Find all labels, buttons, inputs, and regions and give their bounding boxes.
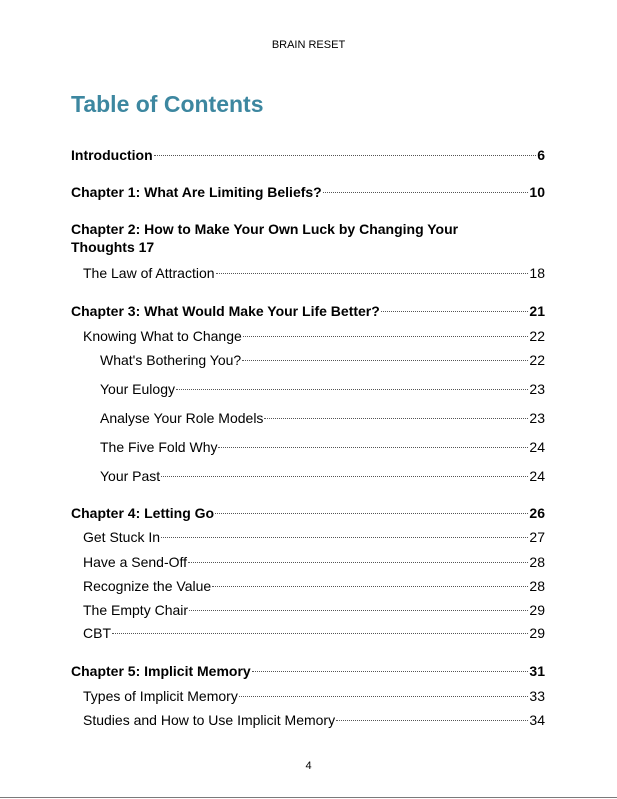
toc-entry-knowing-what-to-change[interactable] xyxy=(83,326,545,346)
toc-entry-studies-implicit-memory[interactable] xyxy=(83,710,545,730)
toc-entry-page: 23 xyxy=(529,381,545,397)
toc-entry-page: 26 xyxy=(529,505,545,521)
toc-entry-page: 22 xyxy=(529,352,545,368)
toc-entry-five-fold-why[interactable] xyxy=(100,437,545,457)
toc-entry-title: CBT xyxy=(83,625,111,641)
dot-leader xyxy=(188,562,528,563)
toc-entry-chapter-2[interactable] xyxy=(71,220,511,256)
toc-entry-types-implicit-memory[interactable] xyxy=(83,686,545,706)
dot-leader xyxy=(218,447,528,448)
dot-leader xyxy=(212,586,528,587)
dot-leader xyxy=(242,360,528,361)
toc-entry-title: Introduction xyxy=(71,147,153,163)
dot-leader xyxy=(323,192,529,193)
toc-entry-title: Your Past xyxy=(100,468,161,484)
dot-leader xyxy=(381,311,529,312)
toc-entry-law-of-attraction[interactable] xyxy=(83,263,545,283)
toc-entry-title: The Five Fold Why xyxy=(100,439,218,455)
toc-entry-page: 28 xyxy=(529,554,545,570)
toc-entry-page: 33 xyxy=(529,688,545,704)
toc-entry-title: Chapter 1: What Are Limiting Beliefs? xyxy=(71,184,322,200)
toc-entry-recognize-value[interactable] xyxy=(83,576,545,596)
dot-leader xyxy=(161,476,528,477)
dot-leader xyxy=(243,336,529,337)
dot-leader xyxy=(154,155,537,156)
toc-entry-page: 34 xyxy=(529,712,545,728)
toc-entry-page: 10 xyxy=(529,184,545,200)
toc-entry-title: The Law of Attraction xyxy=(83,265,215,281)
toc-entry-get-stuck-in[interactable] xyxy=(83,527,545,547)
toc-entry-send-off[interactable] xyxy=(83,552,545,572)
toc-entry-page: 31 xyxy=(529,663,545,679)
toc-entry-page: 27 xyxy=(529,529,545,545)
page-bottom-divider xyxy=(0,797,617,798)
toc-entry-introduction[interactable] xyxy=(71,145,545,165)
toc-entry-title: Chapter 4: Letting Go xyxy=(71,505,215,521)
toc-entry-title: The Empty Chair xyxy=(83,602,189,618)
toc-entry-page: 28 xyxy=(529,578,545,594)
dot-leader xyxy=(161,537,528,538)
dot-leader xyxy=(215,513,528,514)
dot-leader xyxy=(239,696,529,697)
toc-entry-page: 24 xyxy=(529,439,545,455)
dot-leader xyxy=(336,720,528,721)
toc-entry-cbt[interactable] xyxy=(83,623,545,643)
toc-entry-chapter-4[interactable] xyxy=(71,503,545,523)
toc-entry-title: Studies and How to Use Implicit Memory xyxy=(83,712,336,728)
dot-leader xyxy=(264,418,528,419)
toc-entry-title-continued: Thoughts 17 xyxy=(71,239,155,255)
toc-entry-title: Chapter 3: What Would Make Your Life Better? xyxy=(71,303,380,319)
toc-entry-title: What's Bothering You? xyxy=(100,352,242,368)
toc-entry-title: Have a Send-Off xyxy=(83,554,188,570)
dot-leader xyxy=(112,633,528,634)
toc-entry-title: Types of Implicit Memory xyxy=(83,688,238,704)
toc-entry-page: 22 xyxy=(529,328,545,344)
toc-entry-title: Get Stuck In xyxy=(83,529,161,545)
toc-entry-title: Knowing What to Change xyxy=(83,328,242,344)
toc-entry-page: 24 xyxy=(529,468,545,484)
toc-entry-page: 21 xyxy=(529,303,545,319)
toc-entry-page: 18 xyxy=(529,265,545,281)
dot-leader xyxy=(216,273,529,274)
toc-entry-page: 29 xyxy=(529,602,545,618)
toc-entry-analyse-role-models[interactable] xyxy=(100,408,545,428)
page-number: 4 xyxy=(305,760,312,772)
toc-entry-title: Chapter 5: Implicit Memory xyxy=(71,663,251,679)
toc-title: Table of Contents xyxy=(71,91,264,117)
dot-leader xyxy=(189,610,528,611)
toc-entry-empty-chair[interactable] xyxy=(83,600,545,620)
toc-entry-title: Analyse Your Role Models xyxy=(100,410,264,426)
toc-entry-chapter-1[interactable] xyxy=(71,182,545,202)
toc-entry-your-eulogy[interactable] xyxy=(100,379,545,399)
toc-entry-your-past[interactable] xyxy=(100,466,545,486)
toc-entry-page: 29 xyxy=(529,625,545,641)
toc-entry-chapter-5[interactable] xyxy=(71,661,545,681)
dot-leader xyxy=(252,671,529,672)
toc-entry-title: Your Eulogy xyxy=(100,381,175,397)
toc-entry-chapter-3[interactable] xyxy=(71,301,545,321)
toc-entry-page: 6 xyxy=(537,147,545,163)
toc-entry-page: 23 xyxy=(529,410,545,426)
toc-entry-title: Recognize the Value xyxy=(83,578,212,594)
running-header: BRAIN RESET xyxy=(271,39,346,51)
dot-leader xyxy=(176,389,528,390)
toc-entry-title: Chapter 2: How to Make Your Own Luck by Changing Your xyxy=(71,221,459,237)
toc-entry-whats-bothering-you[interactable] xyxy=(100,350,545,370)
